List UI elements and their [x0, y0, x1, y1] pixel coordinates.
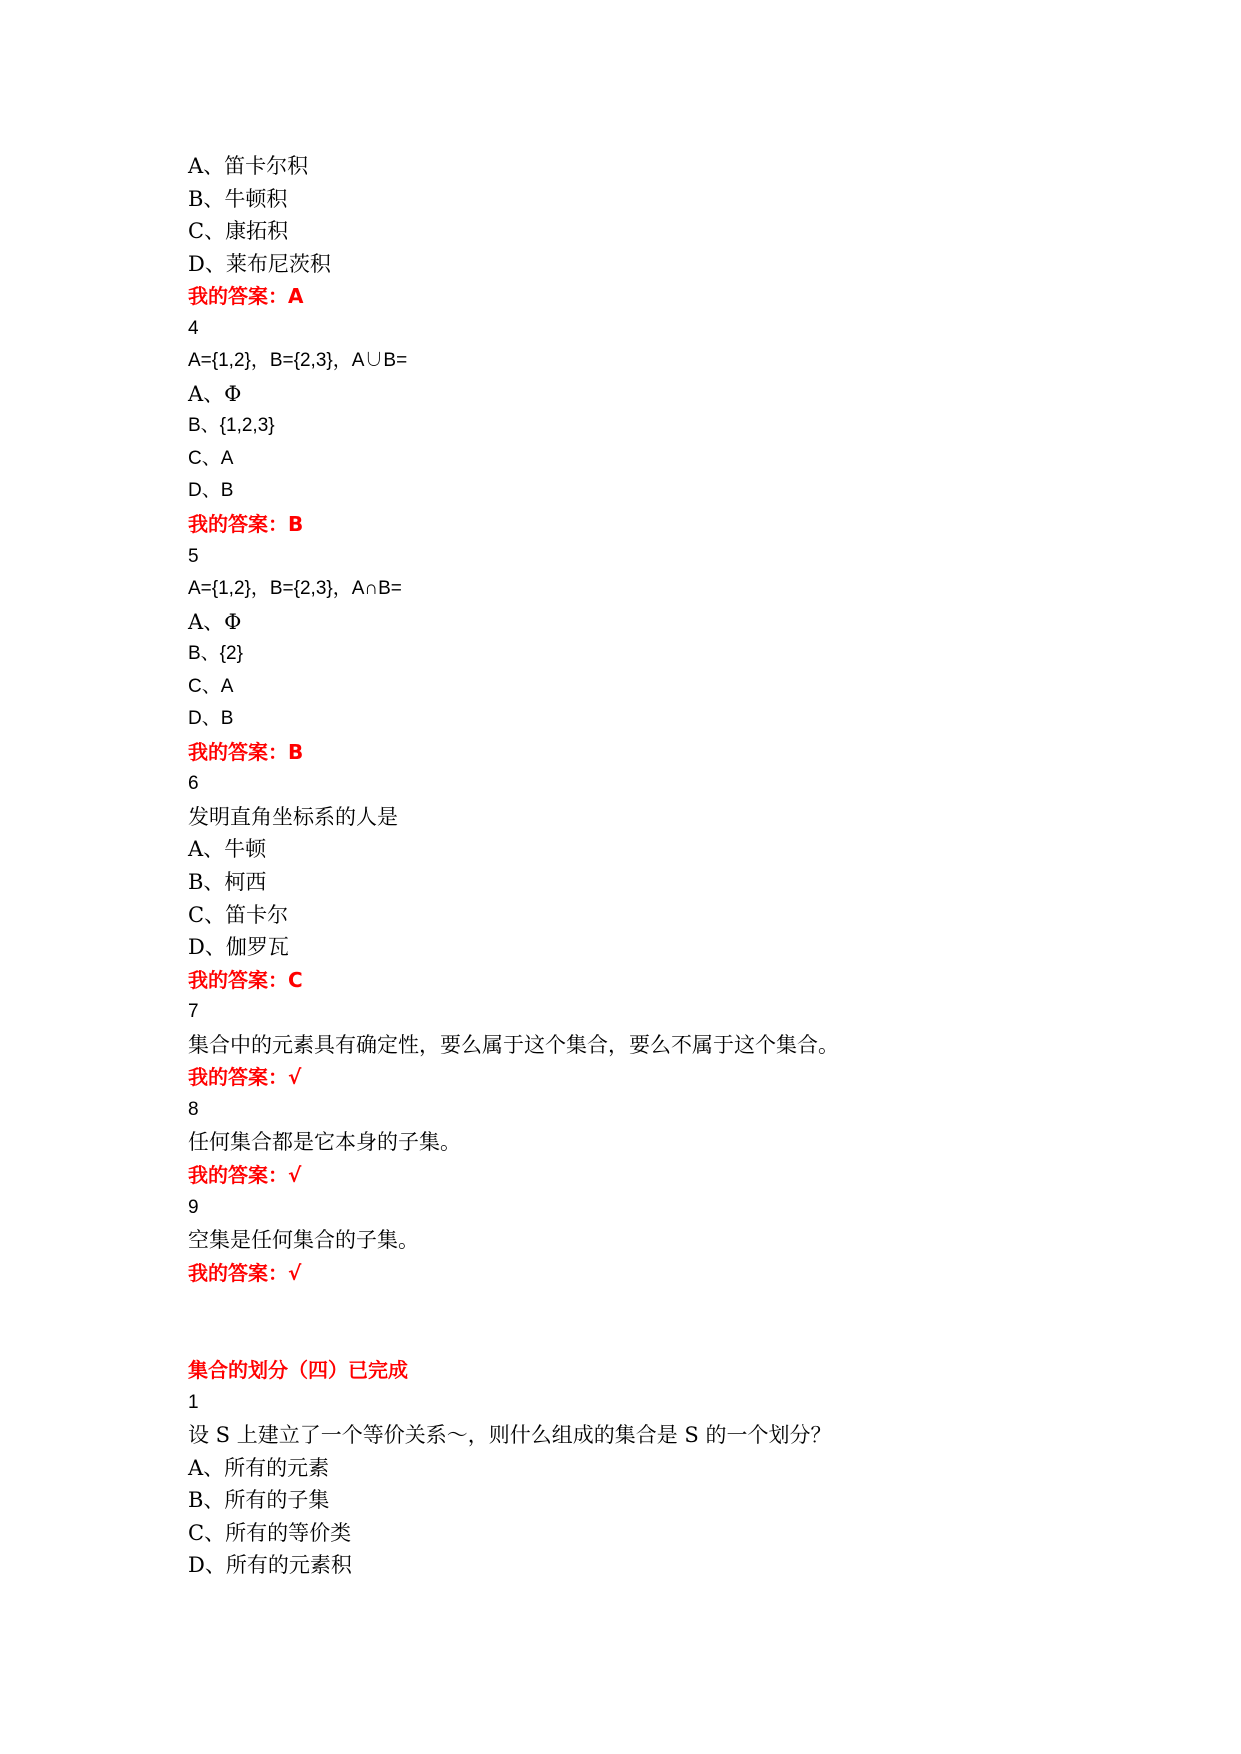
option-a: A、笛卡尔积 [188, 154, 309, 178]
section-spacer [188, 1289, 1148, 1354]
my-answer: 我的答案：√ [188, 1260, 302, 1285]
question-number: 6 [188, 773, 199, 795]
option-a: A、Φ [188, 609, 242, 634]
option-d: D、B [188, 708, 234, 730]
question-number: 4 [188, 317, 199, 339]
my-answer: 我的答案：B [188, 512, 304, 537]
my-answer: 我的答案：√ [188, 1162, 302, 1187]
question-number: 9 [188, 1196, 199, 1218]
option-c: C、康拓积 [188, 219, 289, 244]
my-answer: 我的答案：A [188, 284, 304, 309]
option-b: B、{2} [188, 643, 243, 665]
option-c: C、所有的等价类 [188, 1520, 352, 1545]
option-d: D、B [188, 480, 234, 502]
option-a: A、牛顿 [188, 837, 267, 862]
option-b: B、牛顿积 [188, 186, 288, 211]
option-b: B、所有的子集 [188, 1488, 330, 1513]
option-c: C、笛卡尔 [188, 902, 289, 927]
option-b: B、{1,2,3} [188, 415, 275, 437]
option-d: D、莱布尼茨积 [188, 251, 331, 276]
option-b: B、柯西 [188, 870, 267, 895]
my-answer: 我的答案：B [188, 739, 304, 764]
option-c: C、A [188, 675, 234, 697]
option-d: D、所有的元素积 [188, 1553, 352, 1578]
my-answer: 我的答案：√ [188, 1065, 302, 1090]
question-stem: 设 S 上建立了一个等价关系～，则什么组成的集合是 S 的一个划分？ [188, 1423, 832, 1448]
question-number: 5 [188, 545, 199, 567]
question-stem: 空集是任何集合的子集。 [188, 1228, 419, 1253]
document-page [188, 150, 1148, 1582]
option-d: D、伽罗瓦 [188, 935, 289, 960]
question-stem: 发明直角坐标系的人是 [188, 804, 398, 829]
question-stem: A={1,2}，B={2,3}，A∩B= [188, 578, 402, 600]
section-title: 集合的划分（四）已完成 [188, 1358, 408, 1383]
question-stem: 集合中的元素具有确定性，要么属于这个集合，要么不属于这个集合。 [188, 1032, 839, 1057]
option-a: A、Φ [188, 381, 242, 406]
question-number: 1 [188, 1391, 199, 1413]
option-a: A、所有的元素 [188, 1455, 330, 1480]
question-number: 7 [188, 1001, 199, 1023]
question-number: 8 [188, 1098, 199, 1120]
question-stem: 任何集合都是它本身的子集。 [188, 1130, 461, 1155]
my-answer: 我的答案：C [188, 967, 303, 992]
question-stem: A={1,2}，B={2,3}，A∪B= [188, 350, 408, 372]
option-c: C、A [188, 447, 234, 469]
